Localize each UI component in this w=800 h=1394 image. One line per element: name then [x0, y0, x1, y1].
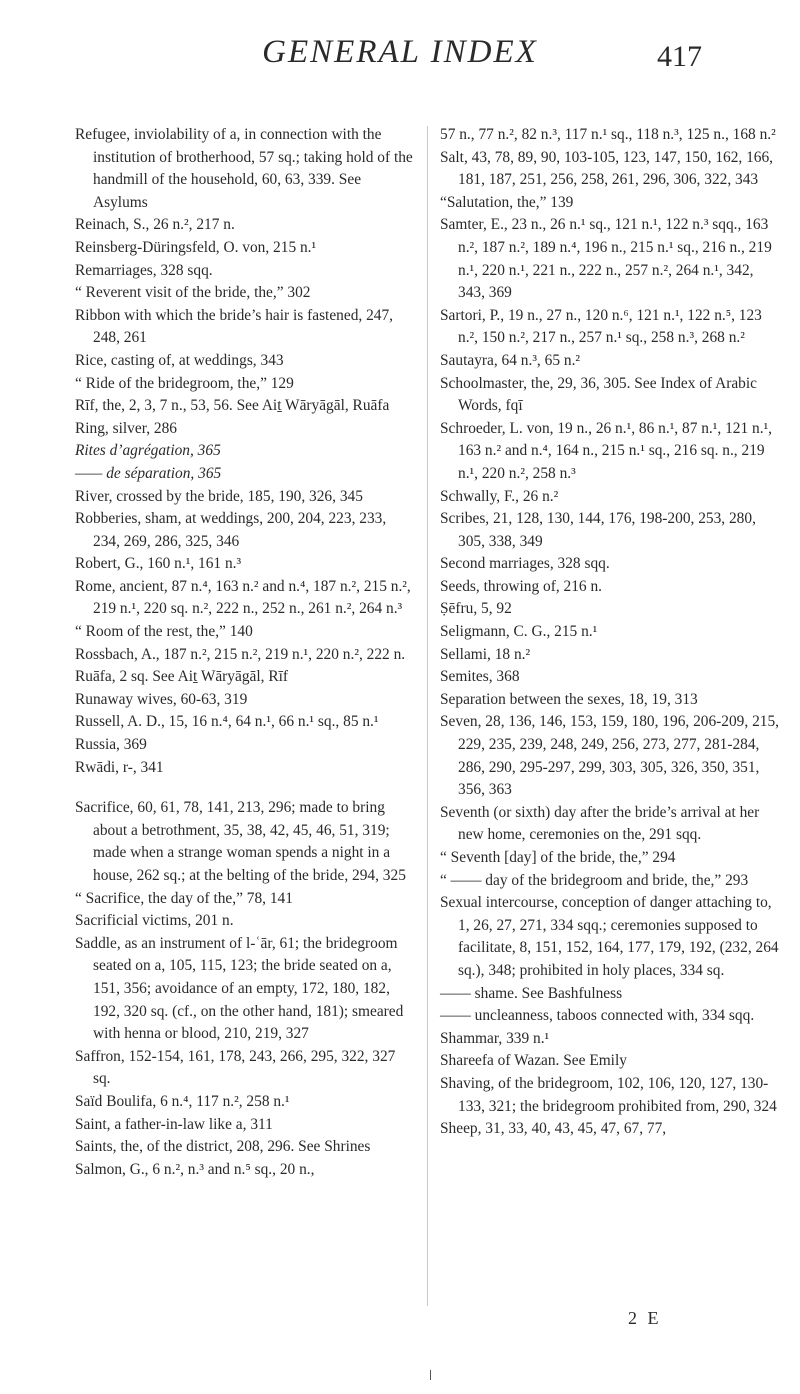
index-entry: Russia, 369: [75, 736, 147, 754]
index-entry: 57 n., 77 n.², 82 n.³, 117 n.¹ sq., 118 n.³, 125 n., 168 n.²: [440, 126, 776, 143]
signature-mark: 2 E: [628, 1308, 662, 1328]
index-entry: “ Room of the rest, the,” 140: [75, 623, 253, 641]
index-entry: “Salutation, the,” 139: [440, 193, 574, 211]
page-number: 417: [657, 40, 702, 73]
index-entry: Separation between the sexes, 18, 19, 313: [440, 690, 698, 708]
index-column-right: [440, 124, 782, 1141]
index-entry: Robert, G., 160 n.¹, 161 n.³: [75, 555, 242, 573]
index-entry: Rossbach, A., 187 n.², 215 n.², 219 n.¹, 220 n.², 222 n.: [75, 645, 406, 663]
index-entry: Saffron, 152-154, 161, 178, 243, 266, 295, 322, 327 sq.: [75, 1047, 396, 1088]
index-entry: “ Reverent visit of the bride, the,” 302: [75, 284, 311, 302]
index-entry: Shareefa of Wazan. See Emily: [440, 1052, 627, 1070]
index-entry: Salt, 43, 78, 89, 90, 103-105, 123, 147, 150, 162, 166, 181, 187, 251, 256, 258, 261, 296, 306, 322, 343: [440, 148, 774, 189]
index-entry: Sartori, P., 19 n., 27 n., 120 n.⁶, 121 n.¹, 122 n.⁵, 123 n.², 150 n.², 217 n., 257 n.¹ sq., 258 n.³, 268 n.²: [440, 306, 762, 347]
index-entry: “ Ride of the bridegroom, the,” 129: [75, 374, 294, 392]
index-entry: Reinsberg-Düringsfeld, O. von, 215 n.¹: [75, 238, 317, 256]
index-column-left: [75, 124, 415, 1181]
index-entry: Scribes, 21, 128, 130, 144, 176, 198-200, 253, 280, 305, 338, 349: [440, 510, 756, 550]
index-entry: Reinach, S., 26 n.², 217 n.: [75, 216, 235, 234]
running-head-title: GENERAL INDEX: [262, 34, 538, 70]
index-entry: Russell, A. D., 15, 16 n.⁴, 64 n.¹, 66 n.¹ sq., 85 n.¹: [75, 713, 379, 731]
index-entry: Salmon, G., 6 n.², n.³ and n.⁵ sq., 20 n.,: [75, 1160, 315, 1178]
index-entry: Sautayra, 64 n.³, 65 n.²: [440, 351, 581, 369]
index-entry: “ —— day of the bridegroom and bride, the,” 293: [440, 871, 749, 889]
index-entry: Ruāfa, 2 sq. See Aiṯ Wāryāgāl, Rīf: [75, 668, 288, 686]
index-entry: “ Seventh [day] of the bride, the,” 294: [440, 849, 676, 866]
index-entry: Ṣēfru, 5, 92: [440, 600, 512, 618]
stray-mark: [430, 1370, 431, 1380]
index-entry: “ Sacrifice, the day of the,” 78, 141: [75, 889, 293, 907]
index-entry: River, crossed by the bride, 185, 190, 326, 345: [75, 487, 363, 505]
index-entry: Samter, E., 23 n., 26 n.¹ sq., 121 n.¹, 122 n.³ sqq., 163 n.², 187 n.², 189 n.⁴, 196 n., 215 n.¹ sq., 216 n., 219 n.¹, 220 n.¹, 221 n., 222 n., 257 n.², 264 n.¹, 342, 343, 369: [440, 216, 772, 302]
index-entry: Seligmann, C. G., 215 n.¹: [440, 623, 598, 641]
index-entry: —— uncleanness, taboos connected with, 334 sqq.: [440, 1007, 755, 1025]
index-entry: Shaving, of the bridegroom, 102, 106, 120, 127, 130-133, 321; the bridegroom prohibited from, 290, 324: [440, 1074, 777, 1115]
index-entry: Rice, casting of, at weddings, 343: [75, 351, 284, 369]
index-entry: Robberies, sham, at weddings, 200, 204, 223, 233, 234, 269, 286, 325, 346: [75, 510, 387, 550]
index-entry: Schroeder, L. von, 19 n., 26 n.¹, 86 n.¹, 87 n.¹, 121 n.¹, 163 n.² and n.⁴, 164 n., 215 n.¹ sq., 216 sq. n., 219 n.¹, 220 n.², 258 n.³: [440, 419, 773, 482]
index-entry: Rites d’agrégation, 365: [75, 442, 221, 460]
index-entry: Sacrifice, 60, 61, 78, 141, 213, 296; made to bring about a betrothment, 35, 38, 42, 45, 46, 51, 319; made when a strange woman spends a night in a house, 262 sq.; at the belting of the bride, 294, 325: [75, 799, 406, 884]
index-entry: Sheep, 31, 33, 40, 43, 45, 47, 67, 77,: [440, 1120, 667, 1138]
index-entry: Schwally, F., 26 n.²: [440, 487, 559, 505]
index-entry: Shammar, 339 n.¹: [440, 1029, 550, 1047]
index-entry: Seeds, throwing of, 216 n.: [440, 577, 603, 595]
index-entry: Seventh (or sixth) day after the bride’s arrival at her new home, ceremonies on the, 291 sqq.: [440, 803, 760, 844]
index-entry: Rwādi, r-, 341: [75, 758, 164, 776]
column-divider: [427, 126, 428, 1306]
index-entry: Schoolmaster, the, 29, 36, 305. See Index of Arabic Words, fqī: [440, 374, 757, 415]
index-entry: Saint, a father-in-law like a, 311: [75, 1115, 273, 1133]
index-entry: Runaway wives, 60-63, 319: [75, 690, 248, 708]
index-entry: Semites, 368: [440, 668, 520, 686]
index-entry: Second marriages, 328 sqq.: [440, 555, 610, 573]
index-entry: —— shame. See Bashfulness: [440, 984, 623, 1002]
index-entry: Seven, 28, 136, 146, 153, 159, 180, 196, 206-209, 215, 229, 235, 239, 248, 249, 256, 273, 277, 281-284, 286, 290, 295-297, 299, 303, 305, 326, 350, 351, 356, 363: [440, 713, 780, 799]
index-entry: Saddle, as an instrument of l-ʿār, 61; the bridegroom seated on a, 105, 115, 123; the bride seated on a, 151, 356; avoidance of an empty, 172, 180, 182, 192, 320 sq. (cf., on the other hand, 181); smeared with henna or blood, 210, 219, 327: [75, 934, 404, 1043]
index-entry: Ribbon with which the bride’s hair is fastened, 247, 248, 261: [75, 306, 394, 347]
index-entry: Refugee, inviolability of a, in connection with the institution of brotherhood, 57 sq.; taking hold of the handmill of the household, 60, 63, 339. See Asylums: [75, 126, 413, 211]
index-entry: Sellami, 18 n.²: [440, 645, 531, 663]
index-entry: —— de séparation, 365: [75, 464, 222, 482]
index-entry: Sacrificial victims, 201 n.: [75, 912, 234, 930]
index-entry: Remarriages, 328 sqq.: [75, 261, 213, 279]
index-entry: Rīf, the, 2, 3, 7 n., 53, 56. See Aiṯ Wāryāgāl, Ruāfa: [75, 397, 390, 415]
index-entry: Ring, silver, 286: [75, 419, 177, 437]
index-entry: Saïd Boulifa, 6 n.⁴, 117 n.², 258 n.¹: [75, 1092, 290, 1110]
index-entry: Rome, ancient, 87 n.⁴, 163 n.² and n.⁴, 187 n.², 215 n.², 219 n.¹, 220 sq. n.², 222 n., 252 n., 261 n.², 264 n.³: [75, 577, 411, 618]
index-entry: Sexual intercourse, conception of danger attaching to, 1, 26, 27, 271, 334 sqq.; ceremonies supposed to facilitate, 8, 151, 152, 164, 177, 179, 192, (232, 264 sq.), 348; prohibited in holy places, 334 sq.: [440, 894, 779, 979]
index-entry: Saints, the, of the district, 208, 296. See Shrines: [75, 1138, 371, 1156]
